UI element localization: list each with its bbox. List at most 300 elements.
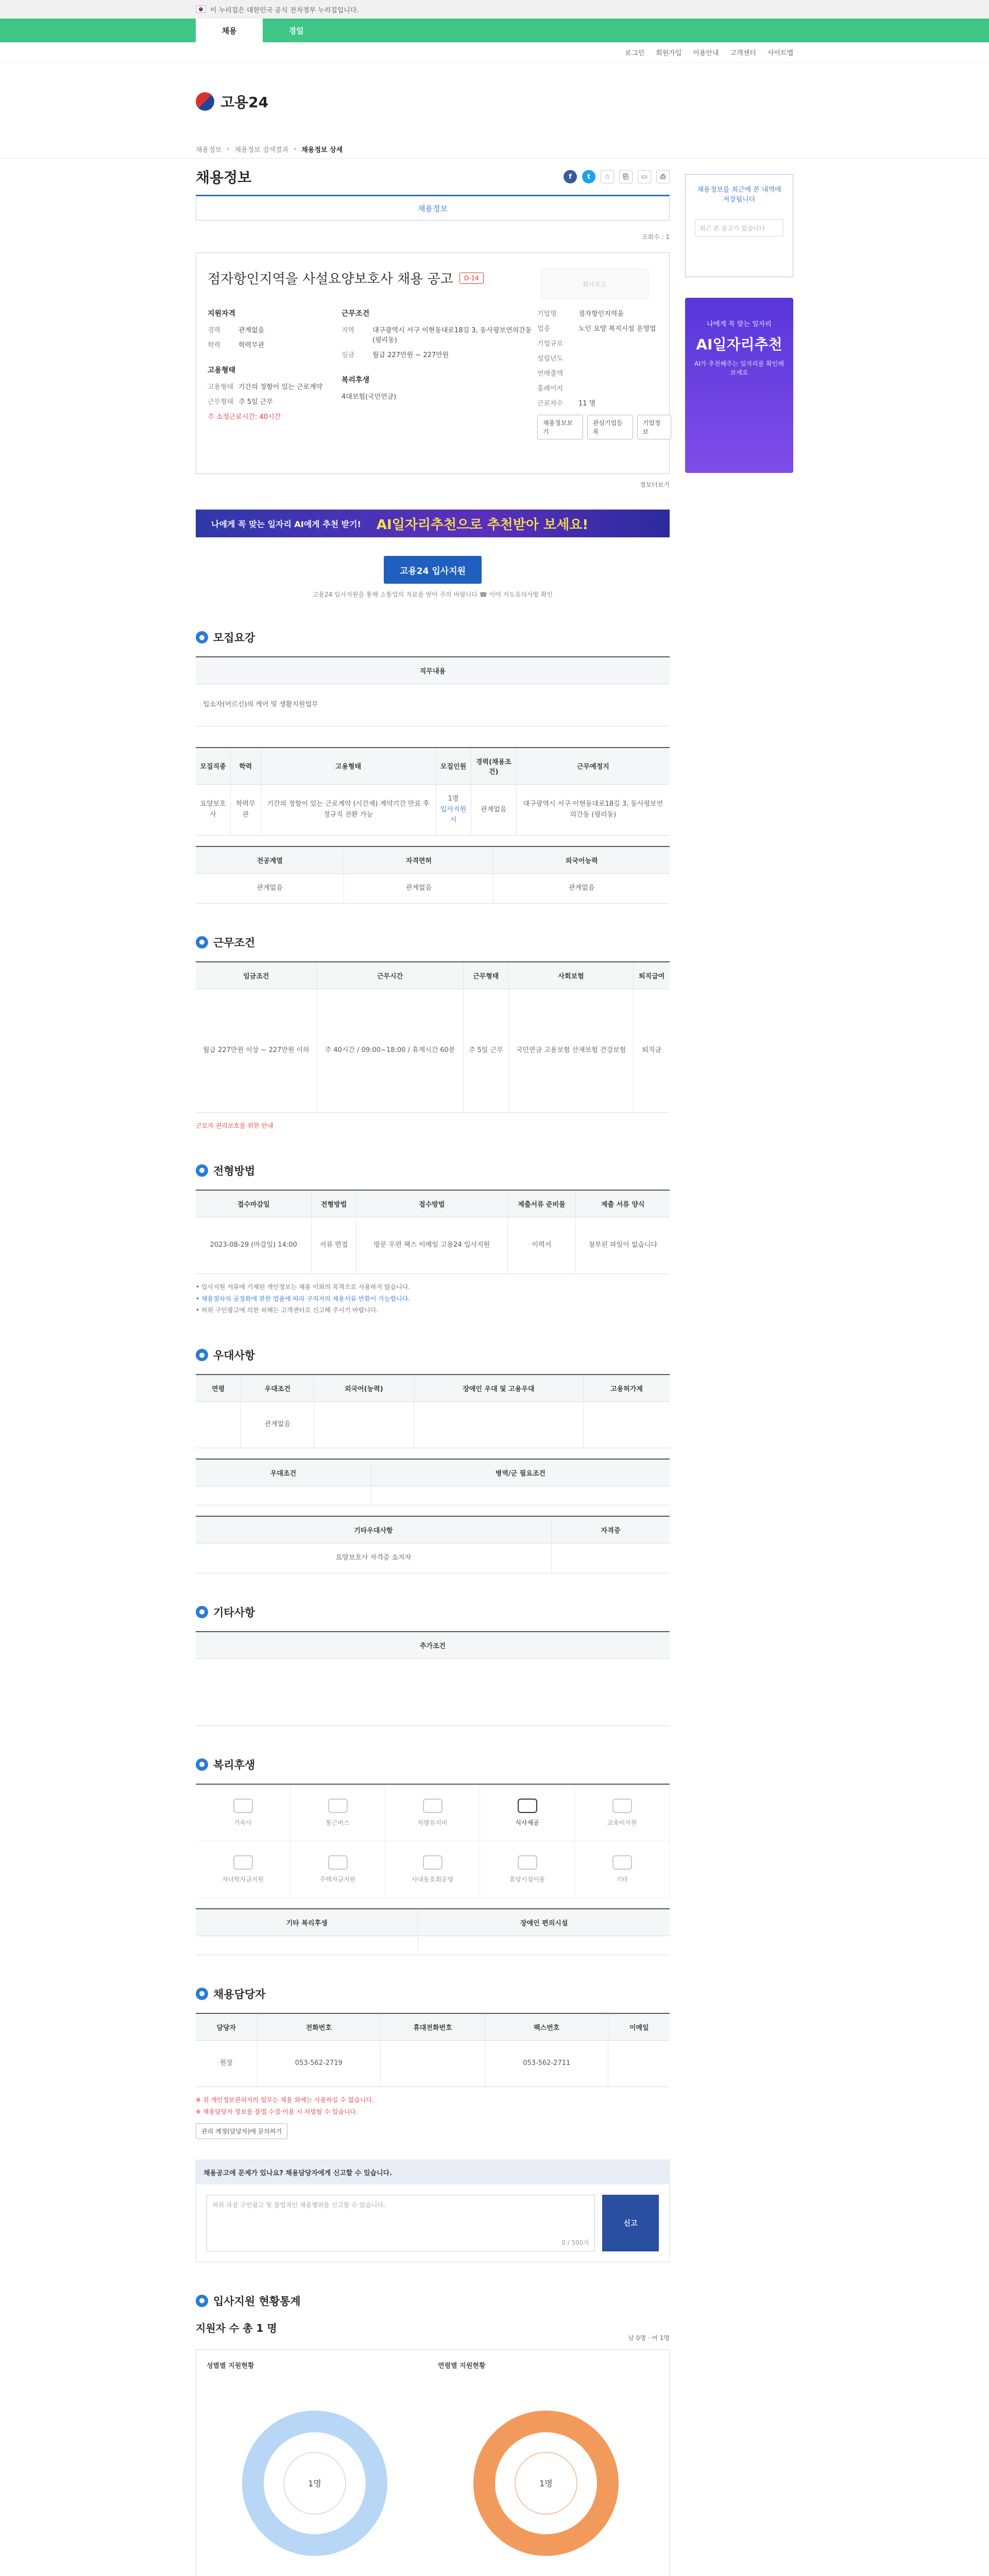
table-cell: 원장 <box>196 2040 257 2087</box>
column-header: 연령 <box>196 1375 241 1402</box>
info-key: 지역 <box>342 327 355 334</box>
banner-text-left: 나에게 꼭 맞는 일자리 AI에게 추천 받기! <box>211 519 361 529</box>
table-row <box>196 784 670 835</box>
info-line <box>537 308 671 318</box>
column-header: 접수마감일 <box>196 1190 312 1217</box>
welfare-item <box>385 1841 480 1898</box>
info-value <box>578 368 671 378</box>
table-cell: 관계없음 <box>471 784 516 835</box>
column-header: 경력(채용조건) <box>471 748 516 785</box>
company-col <box>537 308 671 439</box>
column-header: 담당자 <box>196 2013 257 2041</box>
apply-link[interactable]: 입사지원시 <box>440 805 467 824</box>
ai-recommend-banner[interactable] <box>196 510 670 537</box>
welfare-icon <box>233 1799 253 1813</box>
column-header: 퇴직급여 <box>634 962 670 989</box>
breadcrumb-item[interactable]: 채용정보 <box>196 146 222 154</box>
duty-table <box>196 656 670 726</box>
gov-banner <box>0 0 989 19</box>
page-title: 채용정보 <box>196 169 252 186</box>
qualification-col <box>208 308 342 439</box>
column-header: 근무시간 <box>317 962 463 989</box>
report-textarea[interactable] <box>207 2195 595 2251</box>
recruit-count: 1명 <box>448 794 459 803</box>
section-title-text: 우대사항 <box>213 1349 255 1362</box>
recent-views-empty: 최근 본 공고가 없습니다 <box>695 219 783 236</box>
section-work <box>196 935 670 1132</box>
section-icon: ● <box>196 1606 208 1618</box>
info-value <box>578 338 671 348</box>
table-cell: 월급 227만원 이상 ~ 227만원 이하 <box>196 989 317 1112</box>
note-text: 채용담당자 정보를 불법 수집·이용 시 처벌될 수 있습니다. <box>202 2108 358 2115</box>
info-line <box>208 325 342 334</box>
section-title-text: 모집요강 <box>213 632 255 644</box>
report-body <box>196 2184 669 2262</box>
welfare-item <box>385 1785 480 1841</box>
column-header: 외국어능력 <box>493 846 670 874</box>
section-preferred <box>196 1347 670 1573</box>
welfare-item <box>575 1841 670 1898</box>
info-key: 홈페이지 <box>537 385 564 393</box>
table-cell <box>414 1402 584 1448</box>
report-heading: 채용공고에 문제가 있나요? 채용담당자에게 신고할 수 있습니다. <box>196 2160 669 2184</box>
section-icon: ● <box>196 1758 208 1771</box>
service-tabs <box>0 19 989 42</box>
info-line <box>537 383 671 393</box>
section-title <box>196 935 670 950</box>
welfare-item <box>291 1841 385 1898</box>
note-text: 허위 구인광고에 의한 피해는 고객센터로 신고해 주시기 바랍니다. <box>201 1307 379 1314</box>
gov-banner-text: 이 누리집은 대한민국 공식 전자정부 누리집입니다. <box>210 6 359 14</box>
etc-table <box>196 1631 670 1726</box>
ai-recommend-side-banner[interactable] <box>685 298 793 473</box>
section-title <box>196 1604 670 1620</box>
column-header: 장애인 편의시설 <box>418 1909 670 1936</box>
info-grid <box>208 308 661 439</box>
section-title <box>196 1347 670 1363</box>
table-cell: 주 40시간 / 09:00~18:00 / 휴게시간 60분 <box>317 989 463 1112</box>
gender-panel <box>207 2360 428 2576</box>
column-header: 추가조건 <box>196 1632 670 1659</box>
column-header: 임금조건 <box>196 962 317 989</box>
job-title: 점자항인지역을 사설요양보호사 채용 공고 <box>208 272 453 287</box>
table-cell <box>314 1402 414 1448</box>
gender-donut-chart <box>207 2375 423 2576</box>
section-title <box>196 1163 670 1178</box>
tab-recruit[interactable]: 채용 <box>196 19 263 42</box>
info-line <box>537 398 671 408</box>
info-key: 임금 <box>342 351 355 359</box>
table-cell: 관계없음 <box>344 874 493 904</box>
section-process <box>196 1163 670 1316</box>
info-key: 기업규모 <box>537 340 564 348</box>
welfare-label: 자녀학자금지원 <box>221 1875 264 1883</box>
welfare-icon <box>423 1799 442 1813</box>
favorite-company-button[interactable]: 관심기업등록 <box>587 415 633 439</box>
recent-views-title: 채용정보를 최근에 본 내역에 저장됩니다 <box>697 186 781 204</box>
table-header-row <box>196 748 670 785</box>
recent-views-box <box>685 174 793 277</box>
welfare-icon <box>328 1799 348 1813</box>
info-key: 경력 <box>208 327 221 334</box>
worker-rights-link[interactable]: 근로자 권리보호를 위한 안내 <box>196 1122 274 1129</box>
section-title-text: 채용담당자 <box>213 1988 266 2001</box>
table-row <box>196 2040 670 2087</box>
table-cell: 053-562-2719 <box>257 2040 381 2087</box>
donut-center-label: 1명 <box>539 2478 553 2488</box>
column-header: 자격증 <box>551 1516 670 1544</box>
ad-desc: AI가 추천해주는 일자리를 확인해보세요 <box>694 360 784 376</box>
welfare-item <box>196 1841 291 1898</box>
job-summary-card <box>196 252 670 474</box>
section-contact <box>196 1986 670 2262</box>
welfare-icon <box>328 1855 348 1870</box>
section-icon: ● <box>196 1349 208 1361</box>
info-value <box>578 383 671 393</box>
info-value: 기간의 정함이 있는 근로계약 <box>238 383 323 391</box>
tab-career[interactable]: 경일 <box>288 26 304 36</box>
table-header-row <box>196 846 670 874</box>
column-header: 전형방법 <box>312 1190 356 1217</box>
more-info-link[interactable]: 정보더보기 <box>640 481 670 488</box>
table-row <box>196 657 670 684</box>
column-header: 자격면허 <box>344 846 493 874</box>
preferred-table <box>196 1374 670 1448</box>
twitter-icon[interactable]: t <box>582 170 595 183</box>
section-icon: ● <box>196 936 208 948</box>
table-row <box>196 1658 670 1725</box>
table-cell: 국민연금 고용보험 산재보험 건강보험 <box>508 989 633 1112</box>
info-key: 근무형태 <box>208 398 234 406</box>
info-key: 학력 <box>208 342 221 349</box>
info-line <box>537 353 671 363</box>
info-value: 점자항인지역을 <box>578 310 624 318</box>
contact-notes <box>196 2094 670 2118</box>
welfare-label: 기타 <box>616 1875 628 1883</box>
column-header: 제출 서류 양식 <box>576 1190 670 1217</box>
logo-icon[interactable] <box>196 92 214 111</box>
print-icon[interactable]: ⎙ <box>656 170 670 183</box>
company-info-button[interactable]: 기업정보 <box>637 415 672 439</box>
section-welfare <box>196 1757 670 1955</box>
table-header-row <box>196 1190 670 1217</box>
sitemap-link[interactable]: 사이트맵 <box>767 49 793 57</box>
work-table <box>196 961 670 1113</box>
ad-title: AI일자리추천 <box>696 336 782 353</box>
section-title-text: 복리후생 <box>213 1758 255 1771</box>
panel-title: 성별별 지원현황 <box>207 2362 254 2370</box>
table-cell: 서류 면접 <box>312 1217 356 1274</box>
table-header-row <box>196 2013 670 2041</box>
table-cell <box>436 784 471 835</box>
utility-nav <box>0 42 989 63</box>
favorite-icon[interactable]: ☆ <box>601 170 614 183</box>
report-submit-button[interactable]: 신고 <box>602 2195 659 2251</box>
recruit-extra-table <box>196 846 670 904</box>
table-cell <box>608 2040 670 2087</box>
breadcrumb <box>0 140 989 159</box>
info-line <box>537 368 671 378</box>
welfare-item <box>196 1785 291 1841</box>
info-key: 설립년도 <box>537 355 564 363</box>
column-header: 고용형태 <box>261 748 436 785</box>
note-line: • 허위 구인광고에 의한 피해는 고객센터로 신고해 주시기 바랍니다. <box>196 1307 379 1314</box>
table-cell: 퇴직금 <box>634 989 670 1112</box>
login-link[interactable]: 로그인 <box>625 49 645 57</box>
table-row <box>196 1544 670 1573</box>
column-header: 고용허가제 <box>584 1375 670 1402</box>
table-cell <box>381 2040 485 2087</box>
info-line <box>342 349 537 359</box>
info-value <box>578 353 671 363</box>
column-header: 우대조건 <box>196 1459 371 1486</box>
welfare-icon <box>612 1799 632 1813</box>
table-header-row <box>196 1459 670 1486</box>
table-cell: 관계없음 <box>493 874 670 904</box>
banner-text-right: AI일자리추천으로 추천받아 보세요! <box>376 517 589 533</box>
table-cell: 2023-08-29 (마감일) 14:00 <box>196 1217 312 1274</box>
welfare-item <box>575 1785 670 1841</box>
info-key: 기업명 <box>537 310 557 318</box>
info-key: 업종 <box>537 325 551 333</box>
welfare-icon <box>612 1855 632 1870</box>
applicant-total <box>196 2320 277 2335</box>
table-cell <box>418 1936 670 1955</box>
total-label: 지원자 수 총 <box>196 2321 253 2334</box>
column-header: 외국어(능력) <box>314 1375 414 1402</box>
table-row <box>196 874 670 904</box>
note-text: 입사지원 서류에 기재된 개인정보는 채용 이외의 목적으로 사용하지 않습니다. <box>201 1283 411 1291</box>
table-cell: 주 5일 근무 <box>463 989 508 1112</box>
table-cell: 방문 우편 팩스 이메일 고용24 입사지원 <box>356 1217 507 1274</box>
report-box <box>196 2160 670 2262</box>
section-recruit <box>196 630 670 904</box>
logo-row <box>0 63 989 140</box>
welfare-icon <box>518 1799 537 1813</box>
qualification-heading: 지원자격 <box>208 310 236 318</box>
mail-icon[interactable]: ▭ <box>638 170 651 183</box>
welfare-heading: 복리후생 <box>342 376 370 384</box>
welfare-label: 교육비지원 <box>607 1819 637 1826</box>
table-cell <box>584 1402 670 1448</box>
welfare-label: 통근버스 <box>326 1819 350 1826</box>
table-cell: 요양보호사 자격증 소지자 <box>196 1544 551 1573</box>
table-cell: 관계없음 <box>241 1402 314 1448</box>
info-line <box>208 340 342 349</box>
age-panel <box>438 2360 659 2576</box>
welfare-icon <box>518 1855 537 1870</box>
section-icon: ● <box>196 631 208 643</box>
info-value: 대구광역시 서구 이현동대로18길 3, 동사평보연의간동 (평리동) <box>372 327 532 344</box>
table-header-row <box>196 1632 670 1659</box>
table-row <box>196 989 670 1112</box>
total-value: 1 명 <box>256 2321 277 2334</box>
column-header: 직무내용 <box>196 657 670 684</box>
condition-heading: 근무조건 <box>342 310 370 318</box>
process-table <box>196 1190 670 1274</box>
guide-link[interactable]: 이용안내 <box>693 49 719 57</box>
table-cell: 053-562-2711 <box>485 2040 608 2087</box>
note-line: ※ 위 개인정보관리자의 업무는 채용 외에는 사용하실 수 없습니다. <box>196 2096 374 2104</box>
section-title <box>196 630 670 645</box>
signup-link[interactable]: 회원가입 <box>656 49 682 57</box>
work-notes <box>196 1120 670 1132</box>
column-header: 기타 복리후생 <box>196 1909 418 1936</box>
age-donut-chart <box>438 2375 654 2576</box>
dday-badge: D-14 <box>459 273 484 284</box>
column-header: 모집인원 <box>436 748 471 785</box>
table-row <box>196 1936 670 1955</box>
info-key: 근로자수 <box>537 400 564 408</box>
donut-center-label: 1명 <box>308 2478 321 2488</box>
main-content <box>196 159 670 2576</box>
column-header: 전화번호 <box>257 2013 381 2041</box>
stats-legend: 남 0명 · 여 1명 <box>628 2334 670 2342</box>
view-count: 조회수 : 1 <box>641 233 670 241</box>
column-header: 우대조건 <box>241 1375 314 1402</box>
column-header: 휴대전화번호 <box>381 2013 485 2041</box>
breadcrumb-separator: › <box>294 145 297 153</box>
table-header-row <box>196 962 670 989</box>
table-row <box>196 1402 670 1448</box>
column-header: 장애인 우대 및 고용우대 <box>414 1375 584 1402</box>
info-line <box>537 323 671 333</box>
section-title <box>196 2293 670 2309</box>
section-icon: ● <box>196 2295 208 2307</box>
table-header-row <box>196 1516 670 1544</box>
section-title <box>196 1757 670 1772</box>
section-title-text: 기타사항 <box>213 1606 255 1619</box>
welfare-label: 식사제공 <box>515 1819 539 1826</box>
table-cell: 관계없음 <box>196 874 344 904</box>
info-value: 주 5일 근무 <box>238 398 273 406</box>
employment-type-heading: 고용형태 <box>208 366 236 375</box>
info-line <box>342 391 537 401</box>
column-header: 접수방법 <box>356 1190 507 1217</box>
info-value: 노인 요양 복지시설 운영업 <box>578 325 656 333</box>
welfare-icon <box>423 1855 442 1870</box>
column-header: 팩스번호 <box>485 2013 608 2041</box>
column-header: 제출서류 준비물 <box>507 1190 576 1217</box>
info-key: 연매출액 <box>537 370 564 378</box>
breadcrumb-separator: › <box>227 145 230 153</box>
section-stats <box>196 2293 670 2576</box>
info-line <box>208 381 342 391</box>
welfare-label: 기숙사 <box>234 1819 252 1826</box>
apply-area <box>196 556 670 599</box>
table-header-row <box>196 1375 670 1402</box>
note-text: 위 개인정보관리자의 업무는 채용 외에는 사용하실 수 없습니다. <box>202 2096 374 2104</box>
table-row <box>196 684 670 726</box>
table-row <box>196 1486 670 1505</box>
welfare-label: 사내동호회운영 <box>411 1875 454 1883</box>
contact-table <box>196 2013 670 2087</box>
welfare-label: 주택자금지원 <box>319 1875 356 1883</box>
facebook-icon[interactable]: f <box>564 170 577 183</box>
tab-job-info[interactable]: 채용정보 <box>196 195 670 221</box>
company-buttons <box>537 415 671 439</box>
breadcrumb-current: 채용정보 상세 <box>301 146 343 154</box>
note-line: • 입사지원 서류에 기재된 개인정보는 채용 이외의 목적으로 사용하지 않습니다. <box>196 1283 411 1291</box>
table-cell: 대구광역시 서구 이현동대로18길 3, 동사평보연의간동 (평리동) <box>516 784 670 835</box>
section-icon: ● <box>196 1988 208 2000</box>
table-cell <box>196 1486 371 1505</box>
char-counter: 0 / 500자 <box>561 2239 589 2246</box>
column-header: 병역/군 필요조건 <box>371 1459 670 1486</box>
stats-box <box>196 2349 670 2576</box>
table-cell: 첨부된 파일이 없습니다 <box>576 1217 670 1274</box>
support-link[interactable]: 고객센터 <box>730 49 756 57</box>
section-title-text: 근무조건 <box>213 936 255 949</box>
note-line: ※ 채용담당자 정보를 불법 수집·이용 시 처벌될 수 있습니다. <box>196 2108 358 2115</box>
table-cell <box>371 1486 670 1505</box>
welfare-label: 휴양시설이용 <box>509 1875 545 1883</box>
recruit-table <box>196 747 670 836</box>
title-row <box>196 159 670 195</box>
copy-link-icon[interactable]: ⎘ <box>619 170 633 183</box>
info-value: 11 명 <box>578 400 596 408</box>
panel-title: 연령별 지원현황 <box>438 2362 486 2370</box>
table-cell: 입소자(어르신)의 케어 및 생활지원업무 <box>196 684 670 726</box>
welfare-grid <box>196 1784 670 1898</box>
column-header: 근무형태 <box>463 962 508 989</box>
info-value: 관계없음 <box>238 327 265 334</box>
condition-col <box>342 308 537 439</box>
stats-header <box>196 2320 670 2342</box>
welfare-icon <box>233 1855 253 1870</box>
process-notes <box>196 1281 670 1316</box>
site-logo[interactable]: 고용24 <box>220 94 269 111</box>
welfare-sub-table <box>196 1908 670 1955</box>
note-line[interactable]: • 채용절차의 공정화에 관한 법률에 따라 구직자의 채용서류 반환이 가능합니다. <box>196 1295 411 1302</box>
welfare-item <box>291 1785 385 1841</box>
info-line <box>342 325 537 344</box>
table-cell <box>196 1402 241 1448</box>
contact-manager-button[interactable]: 관리 계정(담당자)에 문의하기 <box>196 2123 287 2139</box>
section-title <box>196 1986 670 2002</box>
table-header-row <box>196 1909 670 1936</box>
sidebar <box>685 174 793 473</box>
column-header: 학력 <box>231 748 261 785</box>
info-line <box>537 338 671 348</box>
table-cell <box>196 1936 418 1955</box>
table-cell: 기간의 정함이 있는 근로계약 (시간제) 계약기간 만료 후 정규직 전환 가능 <box>261 784 436 835</box>
table-cell: 이력서 <box>507 1217 576 1274</box>
breadcrumb-item[interactable]: 채용정보 검색결과 <box>234 146 289 154</box>
work-hours-link[interactable]: 주 소정근로시간: 40시간 <box>208 413 281 421</box>
apply-note: 고용24 입사지원을 통해 소통업의 자료를 받아 주의 바랍니다 ☎ 이야 지도유의사항 확인 <box>312 591 553 598</box>
share-icons <box>564 170 670 183</box>
section-etc <box>196 1604 670 1726</box>
info-value: 월급 227만원 ~ 227만원 <box>372 351 449 359</box>
info-value: 4대보험(국민연금) <box>342 393 397 401</box>
welfare-label: 차량유지비 <box>417 1819 448 1826</box>
note-text: 채용절차의 공정화에 관한 법률에 따라 구직자의 채용서류 반환이 가능합니다. <box>201 1295 411 1302</box>
table-cell <box>196 1658 670 1725</box>
column-header: 이메일 <box>608 2013 670 2041</box>
apply-button[interactable]: 고용24 입사지원 <box>384 556 482 584</box>
section-title-text: 입사지원 현황통계 <box>213 2295 301 2308</box>
company-jobs-button[interactable]: 채용정보보기 <box>537 415 583 439</box>
section-icon: ● <box>196 1164 208 1177</box>
column-header: 모집직종 <box>196 748 231 785</box>
ad-subtitle: 나에게 꼭 맞는 일자리 <box>707 320 772 328</box>
report-placeholder: 허위 과장 구인광고 및 불법적인 채용행위를 신고할 수 있습니다. <box>212 2201 385 2209</box>
info-key: 고용형태 <box>208 383 234 391</box>
company-logo: 회사로고 <box>540 268 649 299</box>
preferred-extra-table <box>196 1516 670 1573</box>
flag-icon <box>196 6 206 13</box>
